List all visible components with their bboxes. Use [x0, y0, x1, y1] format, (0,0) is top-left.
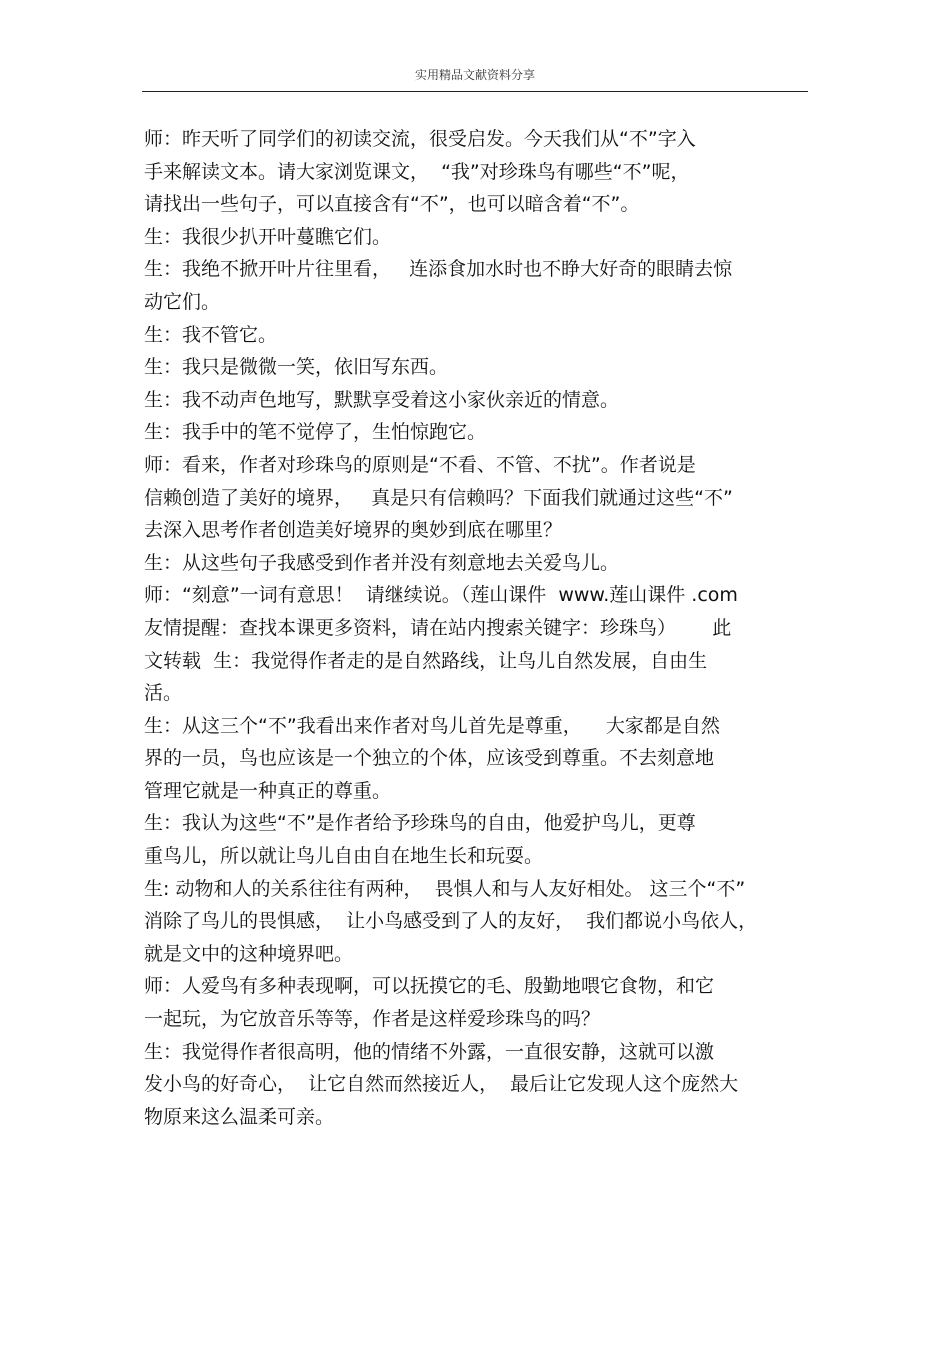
text-line: 手来解读文本。请大家浏览课文， “我”对珍珠鸟有哪些“不”呢，	[144, 160, 690, 183]
text-line: 生: 动物和人的关系往往有两种， 畏惧人和与人友好相处。 这三个“不”	[144, 877, 746, 900]
text-line: 物原来这么温柔可亲。	[144, 1105, 335, 1128]
text-line: 管理它就是一种真正的尊重。	[144, 779, 392, 802]
text-line: 生：我不动声色地写，默默享受着这小家伙亲近的情意。	[144, 388, 620, 411]
text-line: 生：我绝不掀开叶片往里看， 连添食加水时也不睁大好奇的眼睛去惊	[144, 258, 733, 281]
text-line: 信赖创造了美好的境界， 真是只有信赖吗？下面我们就通过这些“不”	[144, 486, 733, 509]
text-line: 活。	[144, 682, 183, 705]
text-line: 师：“刻意”一词有意思！ 请继续说。（莲山课件 www.莲山课件 .com	[144, 584, 738, 607]
page-header: 实用精品文献资料分享	[414, 68, 535, 82]
header-divider	[142, 91, 808, 92]
text-line: 生：我手中的笔不觉停了，生怕惊跑它。	[144, 421, 487, 444]
text-line: 就是文中的这种境界吧。	[144, 942, 354, 965]
text-line: 友情提醒：查找本课更多资料，请在站内搜索关键字：珍珠鸟） 此	[144, 616, 732, 639]
text-line: 生：我认为这些“不”是作者给予珍珠鸟的自由，他爱护鸟儿，更尊	[144, 812, 696, 835]
text-line: 发小鸟的好奇心， 让它自然而然接近人， 最后让它发现人这个庞然大	[144, 1073, 739, 1096]
text-line: 生：我只是微微一笑，依旧写东西。	[144, 356, 449, 379]
text-line: 请找出一些句子，可以直接含有“不”，也可以暗含着“不”。	[144, 193, 640, 216]
text-line: 生：从这些句子我感受到作者并没有刻意地去关爱鸟儿。	[144, 551, 620, 574]
text-line: 动它们。	[144, 290, 221, 313]
text-line: 师：昨天听了同学们的初读交流，很受启发。今天我们从“不”字入	[144, 128, 696, 150]
text-line: 重鸟儿，所以就让鸟儿自由自在地生长和玩耍。	[144, 845, 544, 868]
text-line: 生：我觉得作者很高明，他的情绪不外露，一直很安静，这就可以激	[144, 1040, 715, 1063]
text-line: 师：看来，作者对珍珠鸟的原则是“不看、不管、不扰”。作者说是	[144, 453, 696, 476]
text-line: 文转载 生：我觉得作者走的是自然路线，让鸟儿自然发展，自由生	[144, 649, 708, 672]
text-line: 生：我很少扒开叶蔓瞧它们。	[144, 225, 392, 248]
text-line: 界的一员，鸟也应该是一个独立的个体，应该受到尊重。不去刻意地	[144, 747, 715, 770]
text-line: 去深入思考作者创造美好境界的奥妙到底在哪里？	[144, 519, 563, 542]
text-line: 消除了鸟儿的畏惧感， 让小鸟感受到了人的友好， 我们都说小鸟依人，	[144, 910, 758, 933]
text-line: 生：我不管它。	[144, 323, 278, 346]
text-line: 师：人爱鸟有多种表现啊，可以抚摸它的毛、殷勤地喂它食物，和它	[144, 975, 715, 998]
text-line: 生：从这三个“不”我看出来作者对鸟儿首先是尊重， 大家都是自然	[144, 714, 720, 737]
document-body	[144, 123, 824, 1133]
text-line: 一起玩，为它放音乐等等，作者是这样爱珍珠鸟的吗？	[144, 1008, 601, 1031]
